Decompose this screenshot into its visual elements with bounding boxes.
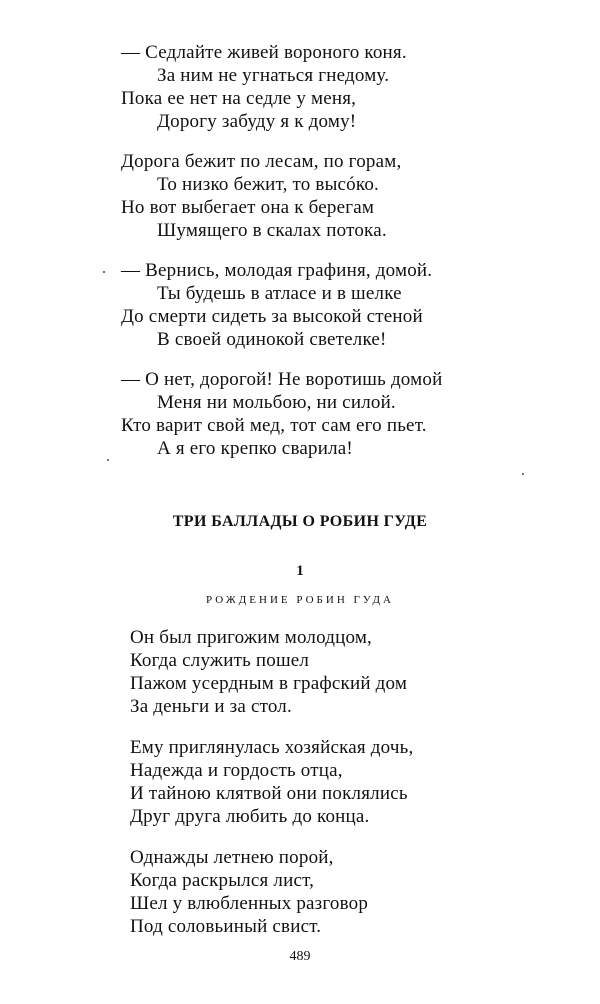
verse-line: Пока ее нет на седле у меня, <box>121 88 357 109</box>
verse-line: — О нет, дорогой! Не воротишь домой <box>121 369 443 390</box>
verse-line: Дорогу забуду я к дому! <box>157 111 357 132</box>
verse-line: Кто варит свой мед, тот сам его пьет. <box>121 415 427 436</box>
verse-line: То низко бежит, то высóко. <box>157 174 379 195</box>
scan-speck <box>103 271 105 273</box>
verse-line: — Вернись, молодая графиня, домой. <box>121 260 433 281</box>
scan-speck <box>107 459 109 461</box>
verse-line: Шумящего в скалах потока. <box>157 220 387 241</box>
verse-line: Друг друга любить до конца. <box>130 806 370 827</box>
verse-line: До смерти сидеть за высокой стеной <box>121 306 423 327</box>
verse-line: Дорога бежит по лесам, по горам, <box>121 151 402 172</box>
verse-line: За ним не угнаться гнедому. <box>157 65 390 86</box>
verse-line: Когда раскрылся лист, <box>130 870 315 891</box>
part-subtitle: РОЖДЕНИЕ РОБИН ГУДА <box>206 594 394 606</box>
verse-line: За деньги и за стол. <box>130 696 292 717</box>
verse-line: Шел у влюбленных разговор <box>130 893 369 914</box>
verse-line: — Седлайте живей вороного коня. <box>121 42 407 63</box>
verse-line: Пажом усердным в графский дом <box>130 673 408 694</box>
scan-speck <box>522 473 524 475</box>
verse-line: Под соловьиный свист. <box>130 916 322 937</box>
verse-line: И тайною клятвой они поклялись <box>130 783 408 804</box>
verse-line: А я его крепко сварила! <box>157 438 353 459</box>
verse-line: Ты будешь в атласе и в шелке <box>157 283 402 304</box>
verse-line: Но вот выбегает она к берегам <box>121 197 375 218</box>
page-number: 489 <box>289 949 311 964</box>
verse-line: В своей одинокой светелке! <box>157 329 387 350</box>
section-title: ТРИ БАЛЛАДЫ О РОБИН ГУДЕ <box>172 513 428 530</box>
part-number: 1 <box>296 563 304 579</box>
verse-line: Однажды летнею порой, <box>130 847 334 868</box>
verse-line: Когда служить пошел <box>130 650 310 671</box>
verse-line: Надежда и гордость отца, <box>130 760 343 781</box>
verse-line: Меня ни мольбою, ни силой. <box>157 392 396 413</box>
verse-line: Ему приглянулась хозяйская дочь, <box>130 737 414 758</box>
verse-line: Он был пригожим молодцом, <box>130 627 373 648</box>
